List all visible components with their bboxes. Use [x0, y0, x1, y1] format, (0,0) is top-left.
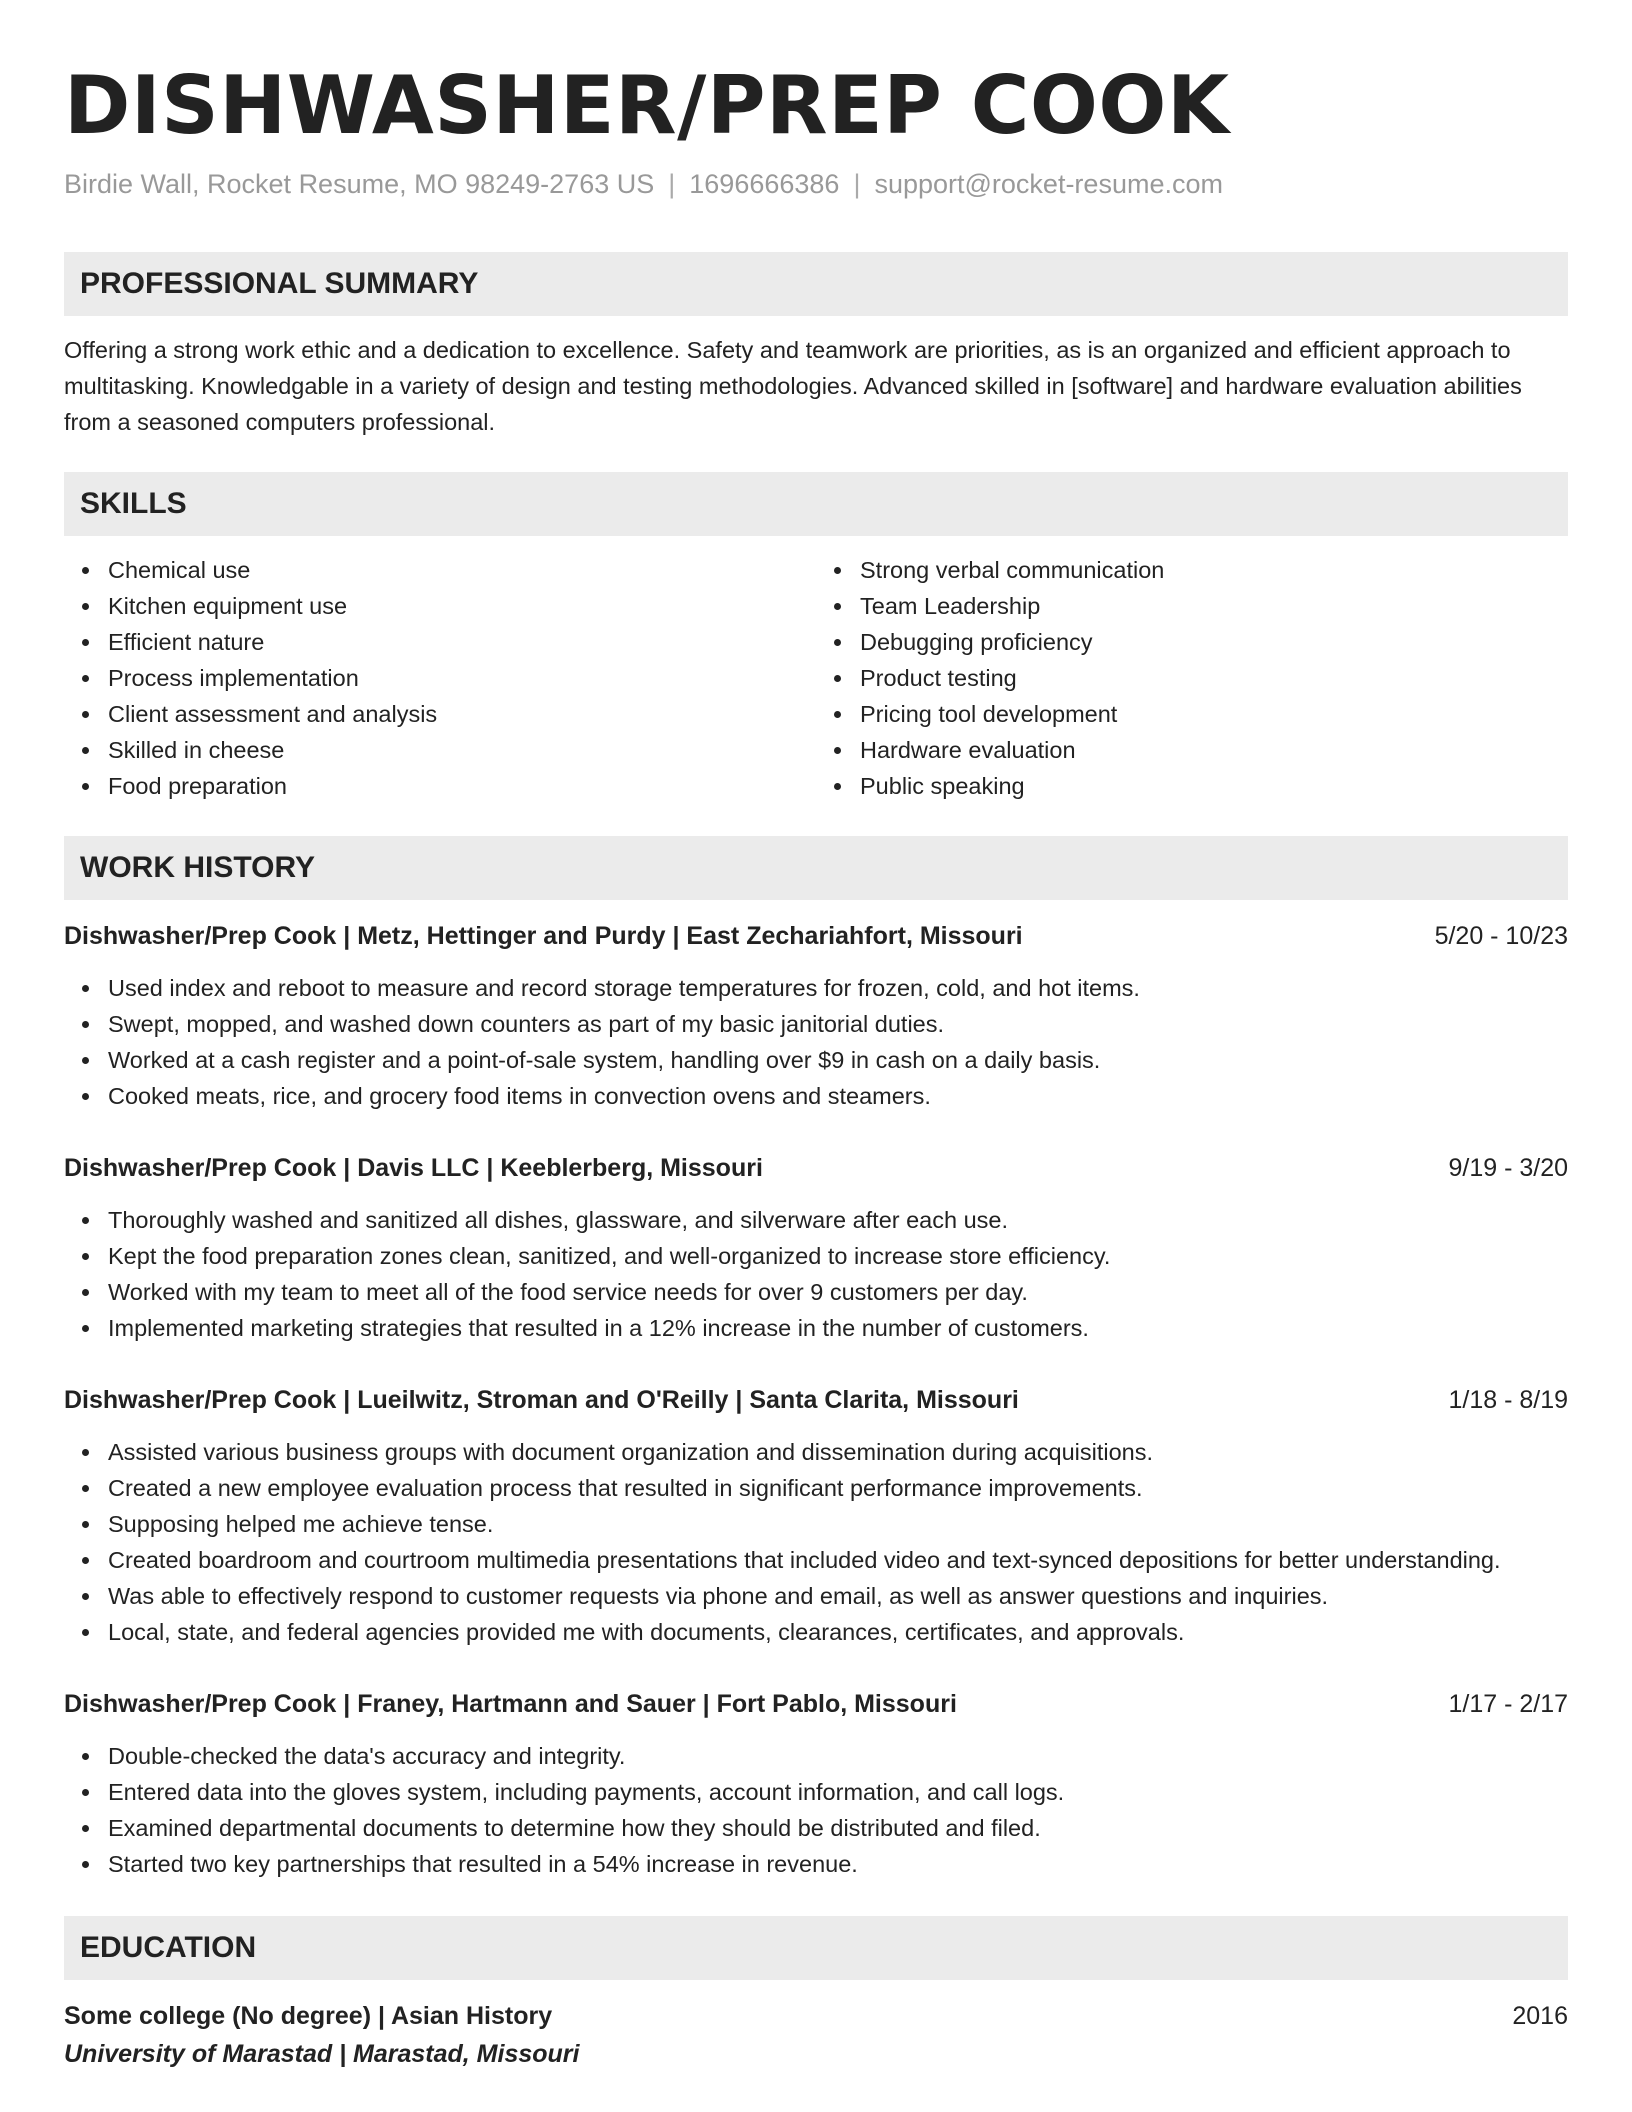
job-title: Dishwasher/Prep Cook | Lueilwitz, Stroman and O'Reilly | Santa Clarita, Missouri	[64, 1386, 1019, 1414]
resume-title: DISHWASHER/PREP COOK	[64, 59, 1230, 152]
skill-item: Team Leadership	[860, 588, 1568, 624]
job-bullet: Was able to effectively respond to customer requests via phone and email, as well as answer questions and inquiries.	[108, 1578, 1568, 1614]
job-dates: 5/20 - 10/23	[1434, 922, 1568, 950]
job-header	[64, 1382, 1568, 1418]
job-bullet: Swept, mopped, and washed down counters as part of my basic janitorial duties.	[108, 1006, 1568, 1042]
job-bullet: Assisted various business groups with document organization and dissemination during acquisitions.	[108, 1434, 1568, 1470]
job-header	[64, 1686, 1568, 1722]
job-bullet: Cooked meats, rice, and grocery food items in convection ovens and steamers.	[108, 1078, 1568, 1114]
summary-text: Offering a strong work ethic and a dedication to excellence. Safety and teamwork are priorities, as is an organized and efficient approach to multitasking. Knowledgable in a variety of design and testing methodologies. Advanced skilled in [software] and hardware evaluation abilities from a seasoned computers professional.	[64, 337, 1522, 435]
skills-list-right	[816, 552, 1568, 804]
job-dates: 1/18 - 8/19	[1448, 1386, 1568, 1414]
job-bullets	[64, 1738, 1568, 1882]
job-bullet: Entered data into the gloves system, including payments, account information, and call logs.	[108, 1774, 1568, 1810]
job-title: Dishwasher/Prep Cook | Davis LLC | Keeblerberg, Missouri	[64, 1154, 763, 1182]
job-bullet: Local, state, and federal agencies provided me with documents, clearances, certificates, and approvals.	[108, 1614, 1568, 1650]
job-title: Dishwasher/Prep Cook | Franey, Hartmann and Sauer | Fort Pablo, Missouri	[64, 1690, 957, 1718]
contact-address: Birdie Wall, Rocket Resume, MO 98249-2763 US	[64, 169, 655, 199]
skill-item: Process implementation	[108, 660, 816, 696]
contact-line	[64, 166, 1568, 202]
skill-item: Product testing	[860, 660, 1568, 696]
job-entry	[64, 918, 1568, 1114]
job-bullet: Used index and reboot to measure and record storage temperatures for frozen, cold, and hot items.	[108, 970, 1568, 1006]
job-bullet: Worked with my team to meet all of the food service needs for over 9 customers per day.	[108, 1274, 1568, 1310]
skill-item: Skilled in cheese	[108, 732, 816, 768]
education-year: 2016	[1512, 2002, 1568, 2030]
education-school: University of Marastad | Marastad, Missouri	[64, 2040, 580, 2068]
contact-email: support@rocket-resume.com	[874, 169, 1223, 199]
job-bullets	[64, 1434, 1568, 1650]
job-bullet: Created boardroom and courtroom multimedia presentations that included video and text-synced depositions for better understanding.	[108, 1542, 1568, 1578]
skill-item: Hardware evaluation	[860, 732, 1568, 768]
job-bullet: Started two key partnerships that resulted in a 54% increase in revenue.	[108, 1846, 1568, 1882]
education-header	[64, 1998, 1568, 2034]
education-entry	[64, 1998, 1568, 2072]
job-header	[64, 918, 1568, 954]
job-bullet: Examined departmental documents to determine how they should be distributed and filed.	[108, 1810, 1568, 1846]
job-bullet: Worked at a cash register and a point-of-sale system, handling over $9 in cash on a daily basis.	[108, 1042, 1568, 1078]
job-bullet: Implemented marketing strategies that resulted in a 12% increase in the number of customers.	[108, 1310, 1568, 1346]
skills-columns	[64, 552, 1568, 804]
section-heading-education: EDUCATION	[64, 1916, 1568, 1980]
job-bullet: Double-checked the data's accuracy and integrity.	[108, 1738, 1568, 1774]
education-degree: Some college (No degree) | Asian History	[64, 2002, 553, 2030]
job-entry	[64, 1382, 1568, 1650]
skill-item: Food preparation	[108, 768, 816, 804]
job-entry	[64, 1686, 1568, 1882]
job-header	[64, 1150, 1568, 1186]
skills-list-left	[64, 552, 816, 804]
skill-item: Chemical use	[108, 552, 816, 588]
skill-item: Debugging proficiency	[860, 624, 1568, 660]
job-bullet: Supposing helped me achieve tense.	[108, 1506, 1568, 1542]
section-heading-work-history: WORK HISTORY	[64, 836, 1568, 900]
section-heading-skills: SKILLS	[64, 472, 1568, 536]
job-title: Dishwasher/Prep Cook | Metz, Hettinger and Purdy | East Zechariahfort, Missouri	[64, 922, 1023, 950]
section-heading-summary: PROFESSIONAL SUMMARY	[64, 252, 1568, 316]
job-bullets	[64, 970, 1568, 1114]
contact-separator: |	[668, 169, 676, 199]
job-bullets	[64, 1202, 1568, 1346]
job-bullet: Kept the food preparation zones clean, sanitized, and well-organized to increase store efficiency.	[108, 1238, 1568, 1274]
skill-item: Efficient nature	[108, 624, 816, 660]
skill-item: Public speaking	[860, 768, 1568, 804]
job-bullet: Created a new employee evaluation process that resulted in significant performance improvements.	[108, 1470, 1568, 1506]
contact-phone: 1696666386	[689, 169, 840, 199]
contact-separator: |	[853, 169, 861, 199]
job-bullet: Thoroughly washed and sanitized all dishes, glassware, and silverware after each use.	[108, 1202, 1568, 1238]
skill-item: Kitchen equipment use	[108, 588, 816, 624]
skill-item: Pricing tool development	[860, 696, 1568, 732]
job-entry	[64, 1150, 1568, 1346]
job-dates: 9/19 - 3/20	[1448, 1154, 1568, 1182]
job-dates: 1/17 - 2/17	[1448, 1690, 1568, 1718]
skill-item: Strong verbal communication	[860, 552, 1568, 588]
skill-item: Client assessment and analysis	[108, 696, 816, 732]
